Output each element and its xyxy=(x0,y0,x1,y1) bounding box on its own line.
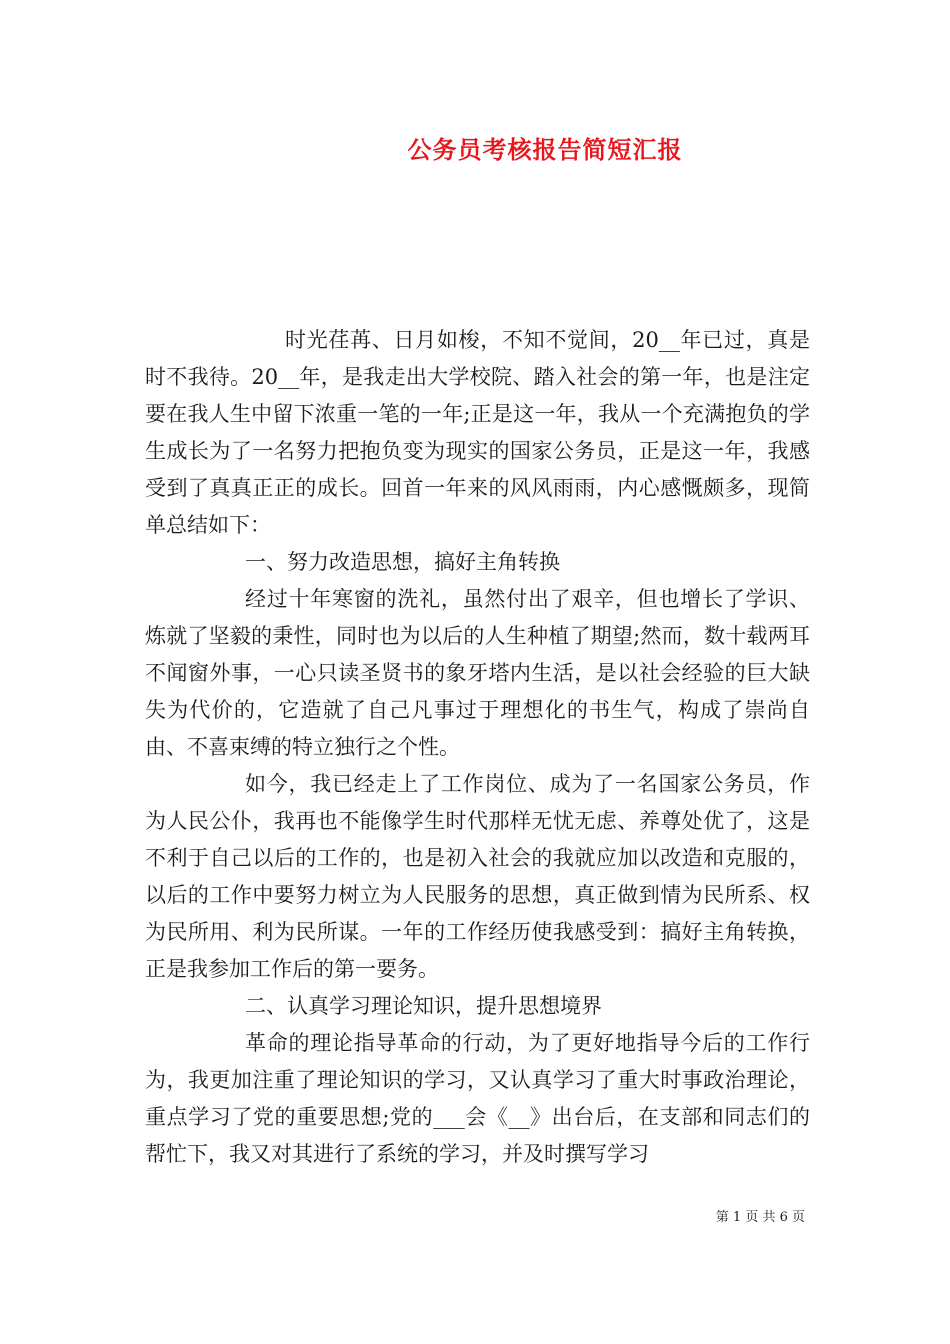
document-title: 公务员考核报告简短汇报 xyxy=(407,135,683,164)
section-heading-2: 二、认真学习理论知识，提升思想境界 xyxy=(245,994,602,1018)
paragraph-section-2a: 革命的理论指导革命的行动，为了更好地指导今后的工作行为，我更加注重了理论知识的学习，又认真学习了重大时事政治理论，重点学习了党的重要思想;党的___会《__》出台后，在支部和同志们的帮忙下，我又对其进行了系统的学习，并及时撰写学习 xyxy=(145,1031,810,1166)
paragraph-intro: 时光荏苒、日月如梭，不知不觉间，20__年已过，真是时不我待。20__年，是我走出大学校院、踏入社会的第一年，也是注定要在我人生中留下浓重一笔的一年;正是这一年，我从一个充满抱负的学生成长为了一名努力把抱负变为现实的国家公务员，正是这一年，我感受到了真真正正的成长。回首一年来的风风雨雨，内心感慨颇多，现简单总结如下： xyxy=(145,328,810,537)
page-footer: 第 1 页 共 6 页 xyxy=(715,1210,805,1225)
document-body xyxy=(145,322,810,1173)
section-heading-1: 一、努力改造思想，搞好主角转换 xyxy=(245,550,560,574)
paragraph-section-1a: 经过十年寒窗的洗礼，虽然付出了艰辛，但也增长了学识、炼就了坚毅的秉性，同时也为以后的人生种植了期望;然而，数十载两耳不闻窗外事，一心只读圣贤书的象牙塔内生活，是以社会经验的巨大缺失为代价的，它造就了自己凡事过于理想化的书生气，构成了崇尚自由、不喜束缚的特立独行之个性。 xyxy=(145,587,810,759)
paragraph-section-1b: 如今，我已经走上了工作岗位、成为了一名国家公务员，作为人民公仆，我再也不能像学生时代那样无忧无虑、养尊处优了，这是不利于自己以后的工作的，也是初入社会的我就应加以改造和克服的，以后的工作中要努力树立为人民服务的思想，真正做到情为民所系、权为民所用、利为民所谋。一年的工作经历使我感受到：搞好主角转换，正是我参加工作后的第一要务。 xyxy=(145,772,810,981)
